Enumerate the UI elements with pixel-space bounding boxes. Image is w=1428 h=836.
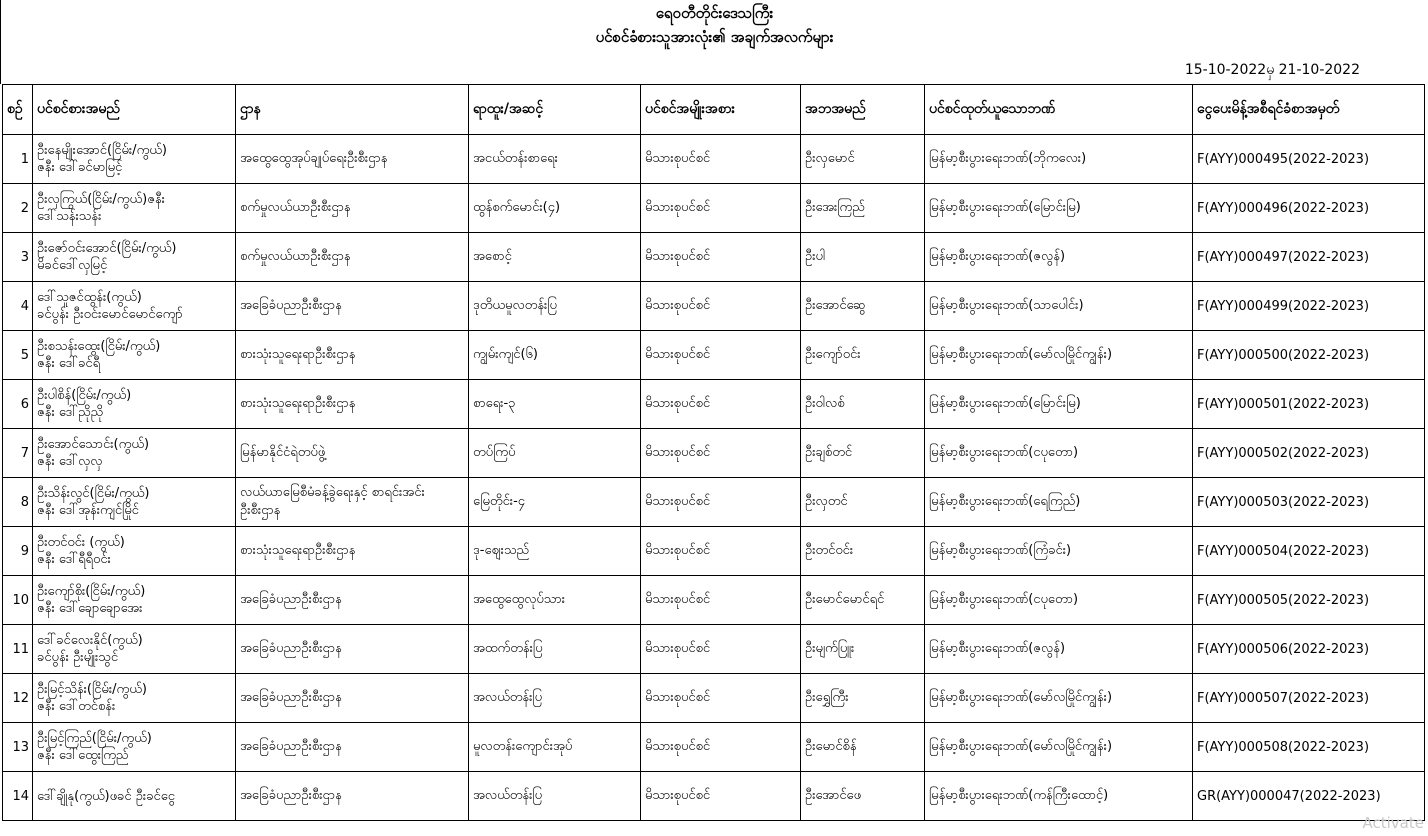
table-row[interactable] [3,135,1425,184]
cell-no[interactable]: 14 [3,772,33,821]
col-header-dept[interactable]: ဌာန [236,85,469,135]
cell-bank[interactable]: မြန်မာ့စီးပွားရေးဘဏ်(မော်လမြိုင်ကျွန်း) [925,674,1193,723]
name-line-1: ဦးမြင့်ကြည်(ငြိမ်း/ကွယ်) [37,731,152,746]
cell-dept[interactable]: မြန်မာနိုင်ငံရဲတပ်ဖွဲ့ [236,429,469,478]
table-row[interactable] [3,625,1425,674]
table-row[interactable] [3,674,1425,723]
table-row[interactable] [3,429,1425,478]
table-row[interactable] [3,478,1425,527]
cell-dept[interactable]: အထွေထွေအုပ်ချုပ်ရေးဦးစီးဌာန [236,135,469,184]
name-line-2: ဒေါ်သန်းသန်း [37,209,102,224]
cell-father[interactable]: ဦးမျက်ပြူး [801,625,925,674]
name-line-1: ဦးကျော်စိုး(ငြိမ်း/ကွယ်) [37,584,146,599]
name-line-1: ဒေါ်ခင်လေးနိုင်(ကွယ်) [37,633,143,648]
name-line-2: ခင်ပွန်း ဦးမျိုးသွင် [37,650,119,665]
cell-rank[interactable]: အငယ်တန်းစာရေး [469,135,641,184]
cell-ref[interactable]: GR(AYY)000047(2022-2023) [1193,772,1425,821]
sheet-header [0,0,1428,84]
name-line-2: မိခင်ဒေါ်လှမြင့် [37,258,108,273]
cell-ref[interactable]: F(AYY)000504(2022-2023) [1193,527,1425,576]
activation-watermark: Activate [1362,814,1424,832]
cell-type[interactable]: မိသားစုပင်စင် [641,576,801,625]
name-line-1: ဦးနေမျိုးအောင်(ငြိမ်း/ကွယ်) [37,143,167,158]
cell-bank[interactable]: မြန်မာ့စီးပွားရေးဘဏ်(ဘိုကလေး) [925,135,1193,184]
col-header-name[interactable]: ပင်စင်စားအမည် [33,85,236,135]
name-line-1: ဦးစသန်းထွေး(ငြိမ်း/ကွယ်) [37,339,161,354]
cell-father[interactable]: ဦးပါ [801,233,925,282]
cell-ref[interactable]: F(AYY)000496(2022-2023) [1193,184,1425,233]
cell-dept[interactable]: အခြေခံပညာဦးစီးဌာန [236,576,469,625]
cell-bank[interactable]: မြန်မာ့စီးပွားရေးဘဏ်(ဇလွန်) [925,625,1193,674]
col-header-no[interactable]: စဉ် [3,85,33,135]
cell-rank[interactable]: အထက်တန်းပြ [469,625,641,674]
cell-bank[interactable]: မြန်မာ့စီးပွားရေးဘဏ်(ရေကြည်) [925,478,1193,527]
cell-dept[interactable]: စားသုံးသူရေးရာဦးစီးဌာန [236,527,469,576]
cell-dept[interactable]: စားသုံးသူရေးရာဦးစီးဌာန [236,380,469,429]
cell-bank[interactable]: မြန်မာ့စီးပွားရေးဘဏ်(ငပုတော) [925,429,1193,478]
page-subtitle: ပင်စင်ခံစားသူအားလုံး၏ အချက်အလက်များ [595,28,834,46]
cell-type[interactable]: မိသားစုပင်စင် [641,331,801,380]
cell-father[interactable]: ဦးကျော်ဝင်း [801,331,925,380]
col-header-rank[interactable]: ရာထူး/အဆင့် [469,85,641,135]
cell-ref[interactable]: F(AYY)000506(2022-2023) [1193,625,1425,674]
cell-no[interactable]: 10 [3,576,33,625]
cell-no[interactable]: 7 [3,429,33,478]
cell-father[interactable]: ဦးအောင်ဖေ [801,772,925,821]
cell-rank[interactable]: မြေတိုင်း-၄ [469,478,641,527]
cell-ref[interactable]: F(AYY)000501(2022-2023) [1193,380,1425,429]
cell-dept[interactable]: စက်မှုလယ်ယာဦးစီးဌာန [236,233,469,282]
cell-type[interactable]: မိသားစုပင်စင် [641,527,801,576]
cell-ref[interactable]: F(AYY)000505(2022-2023) [1193,576,1425,625]
cell-rank[interactable]: ထွန်စက်မောင်း(၄) [469,184,641,233]
cell-bank[interactable]: မြန်မာ့စီးပွားရေးဘဏ်(မြောင်းမြ) [925,380,1193,429]
name-line-2: ဇနီး ဒေါ်ချောချောအေး [37,601,143,616]
cell-father[interactable]: ဦးချစ်တင် [801,429,925,478]
cell-father[interactable]: ဦးမောင်စိန် [801,723,925,772]
name-line-2: ဇနီး ဒေါ်ခင်မာမြင့် [37,160,123,175]
cell-father[interactable]: ဦးလှတင် [801,478,925,527]
name-line-1: ဦးမြင့်သိန်း(ငြိမ်း/ကွယ်) [37,682,147,697]
cell-rank[interactable]: ဒု-ဈေးသည် [469,527,641,576]
cell-type[interactable]: မိသားစုပင်စင် [641,723,801,772]
cell-no[interactable]: 2 [3,184,33,233]
cell-name[interactable] [33,625,236,674]
cell-father[interactable]: ဦးလှမောင် [801,135,925,184]
cell-name[interactable] [33,576,236,625]
cell-dept[interactable]: အခြေခံပညာဦးစီးဌာန [236,282,469,331]
cell-type[interactable]: မိသားစုပင်စင် [641,429,801,478]
cell-no[interactable]: 4 [3,282,33,331]
cell-name[interactable] [33,723,236,772]
cell-dept[interactable]: အခြေခံပညာဦးစီးဌာန [236,674,469,723]
page-title: ရေဝတီတိုင်းဒေသကြီး [655,4,774,22]
cell-type[interactable]: မိသားစုပင်စင် [641,184,801,233]
name-line-1: ဦးတင်ဝင်း (ကွယ်) [37,535,125,550]
cell-type[interactable]: မိသားစုပင်စင် [641,282,801,331]
cell-father[interactable]: ဦးဝါလစ် [801,380,925,429]
cell-name[interactable] [33,331,236,380]
cell-ref[interactable]: F(AYY)000499(2022-2023) [1193,282,1425,331]
cell-rank[interactable]: အစောင့် [469,233,641,282]
cell-ref[interactable]: F(AYY)000497(2022-2023) [1193,233,1425,282]
cell-name[interactable] [33,527,236,576]
cell-rank[interactable]: တပ်ကြပ် [469,429,641,478]
table-row[interactable] [3,576,1425,625]
cell-name[interactable] [33,135,236,184]
name-line-1: ဦးအောင်သောင်း(ကွယ်) [37,437,150,452]
col-header-bank[interactable]: ပင်စင်ထုတ်ယူသောဘဏ် [925,85,1193,135]
cell-bank[interactable]: မြန်မာ့စီးပွားရေးဘဏ်(ဇလွန်) [925,233,1193,282]
cell-rank[interactable]: မူလတန်းကျောင်းအုပ် [469,723,641,772]
cell-no[interactable]: 6 [3,380,33,429]
cell-father[interactable]: ဦးတင်ဝင်း [801,527,925,576]
cell-bank[interactable]: မြန်မာ့စီးပွားရေးဘဏ်(ကန်ကြီးထောင့်) [925,772,1193,821]
cell-dept[interactable]: အခြေခံပညာဦးစီးဌာန [236,625,469,674]
name-line-1: ဒေါ်သူဇင်ထွန်း(ကွယ်) [37,290,142,305]
cell-no[interactable]: 11 [3,625,33,674]
table-body [3,135,1425,821]
cell-no[interactable]: 9 [3,527,33,576]
table-row[interactable] [3,184,1425,233]
cell-ref[interactable]: F(AYY)000503(2022-2023) [1193,478,1425,527]
cell-ref[interactable]: F(AYY)000502(2022-2023) [1193,429,1425,478]
name-line-2: ဇနီး ဒေါ်တင်စန်း [37,699,116,714]
col-header-ref[interactable]: ငွေပေးမိန့်အစီရင်ခံစာအမှတ် [1193,85,1425,135]
cell-bank[interactable]: မြန်မာ့စီးပွားရေးဘဏ်(ငပုတော) [925,576,1193,625]
cell-no[interactable]: 1 [3,135,33,184]
cell-bank[interactable]: မြန်မာ့စီးပွားရေးဘဏ်(ကြံခင်း) [925,527,1193,576]
cell-bank[interactable]: မြန်မာ့စီးပွားရေးဘဏ်(မော်လမြိုင်ကျွန်း) [925,723,1193,772]
cell-name[interactable] [33,184,236,233]
table-row[interactable] [3,527,1425,576]
table-row[interactable] [3,380,1425,429]
table-row[interactable] [3,331,1425,380]
cell-name[interactable] [33,282,236,331]
cell-rank[interactable]: စာရေး-၃ [469,380,641,429]
cell-bank[interactable]: မြန်မာ့စီးပွားရေးဘဏ်(မြောင်းမြ) [925,184,1193,233]
cell-rank[interactable]: အထွေထွေလုပ်သား [469,576,641,625]
cell-ref[interactable]: F(AYY)000495(2022-2023) [1193,135,1425,184]
name-line-2: ဇနီး ဒေါ်လှလှ [37,454,103,469]
cell-type[interactable]: မိသားစုပင်စင် [641,625,801,674]
header-row [3,85,1425,135]
cell-name[interactable] [33,233,236,282]
cell-father[interactable]: ဦးအေးကြည် [801,184,925,233]
name-line-1: ဦးသိန်းလွင်(ငြိမ်း/ကွယ်) [37,486,150,501]
cell-rank[interactable]: အလယ်တန်းပြ [469,772,641,821]
cell-no[interactable]: 5 [3,331,33,380]
name-line-2: ဇနီး ဒေါ်ထွေးကြည် [37,748,129,763]
cell-name[interactable] [33,674,236,723]
cell-name[interactable] [33,429,236,478]
cell-father[interactable]: ဦးရွှေကြီး [801,674,925,723]
date-range: 15-10-2022မှ 21-10-2022 [1184,62,1360,78]
name-line-2: ဇနီး ဒေါ်ခင်ရီ [37,356,101,371]
table-row[interactable] [3,282,1425,331]
name-line-2: ဇနီး ဒေါ်ရီရီဝင်း [37,552,111,567]
cell-rank[interactable]: ကျွမ်းကျင်(၆) [469,331,641,380]
cell-dept[interactable]: အခြေခံပညာဦးစီးဌာန [236,772,469,821]
name-line-2: ဇနီး ဒေါ်အုန်းကျင်မြိုင် [37,503,139,518]
cell-name[interactable] [33,380,236,429]
cell-name[interactable] [33,478,236,527]
name-line-1: ဦးပါစိန်(ငြိမ်း/ကွယ်) [37,388,132,403]
col-header-father[interactable]: အဘအမည် [801,85,925,135]
cell-name[interactable] [33,772,236,821]
cell-dept[interactable]: လယ်ယာမြေစီမံခန့်ခွဲရေးနှင့် စာရင်းအင်းဦးစီးဌာန [236,478,469,527]
name-line-1: ဦးလှကြွယ်(ငြိမ်း/ကွယ်)ဇနီး [37,192,165,207]
cell-dept[interactable]: စက်မှုလယ်ယာဦးစီးဌာန [236,184,469,233]
table-row[interactable] [3,723,1425,772]
cell-father[interactable]: ဦးအောင်ဆွေ [801,282,925,331]
col-header-type[interactable]: ပင်စင်အမျိုးအစား [641,85,801,135]
name-line-1: ဦးဇော်ဝင်းအောင်(ငြိမ်း/ကွယ်) [37,241,177,256]
cell-no[interactable]: 12 [3,674,33,723]
cell-father[interactable]: ဦးမောင်မောင်ရင် [801,576,925,625]
pension-table [2,84,1425,821]
cell-type[interactable]: မိသားစုပင်စင် [641,478,801,527]
cell-bank[interactable]: မြန်မာ့စီးပွားရေးဘဏ်(သာပေါင်း) [925,282,1193,331]
cell-dept[interactable]: အခြေခံပညာဦးစီးဌာန [236,723,469,772]
cell-no[interactable]: 3 [3,233,33,282]
cell-type[interactable]: မိသားစုပင်စင် [641,380,801,429]
cell-type[interactable]: မိသားစုပင်စင် [641,674,801,723]
cell-no[interactable]: 13 [3,723,33,772]
cell-ref[interactable]: F(AYY)000500(2022-2023) [1193,331,1425,380]
cell-ref[interactable]: F(AYY)000507(2022-2023) [1193,674,1425,723]
cell-no[interactable]: 8 [3,478,33,527]
name-line-1: ဒေါ်ချိုနု(ကွယ်)ဖခင် ဦးခင်ငွေ [37,788,176,804]
cell-ref[interactable]: F(AYY)000508(2022-2023) [1193,723,1425,772]
cell-type[interactable]: မိသားစုပင်စင် [641,233,801,282]
cell-rank[interactable]: အလယ်တန်းပြ [469,674,641,723]
cell-rank[interactable]: ဒုတိယမူလတန်းပြ [469,282,641,331]
name-line-2: ခင်ပွန်း ဦးဝင်းမောင်မောင်ကျော် [37,307,183,322]
name-line-2: ဇနီး ဒေါ်ညိုညို [37,405,104,420]
table-row[interactable] [3,772,1425,821]
cell-type[interactable]: မိသားစုပင်စင် [641,772,801,821]
cell-dept[interactable]: စားသုံးသူရေးရာဦးစီးဌာန [236,331,469,380]
cell-type[interactable]: မိသားစုပင်စင် [641,135,801,184]
table-row[interactable] [3,233,1425,282]
cell-bank[interactable]: မြန်မာ့စီးပွားရေးဘဏ်(မော်လမြိုင်ကျွန်း) [925,331,1193,380]
